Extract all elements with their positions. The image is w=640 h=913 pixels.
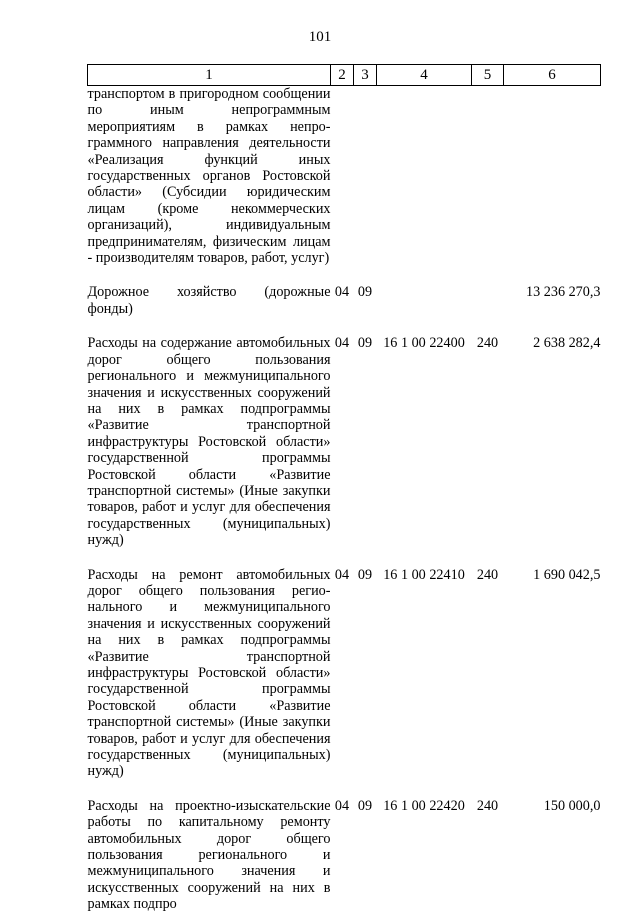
row-description: транспортом в пригородном сообщении по иным непрограммным мероприятиям в рамках непрограммного направления деятельности «Реализация функций иных государственных органов Ростовской области» (Субсидии юридическим лицам (кроме некоммерческих организаций), индивидуальным предпринимателям, физическим лицам - производителям товаров, работ, услуг) bbox=[87, 86, 331, 267]
row-expense-type: 240 bbox=[476, 335, 499, 352]
row-amount: 1 690 042,5 bbox=[533, 566, 601, 583]
table-header-row bbox=[88, 65, 601, 86]
row-description: Расходы на проектно-изыскательские работы по капитальному ремонту автомобильных дорог общего пользования регионального и межмуниципального значения и искусственных сооружений на них в рамках подпро bbox=[87, 797, 331, 913]
budget-table bbox=[87, 64, 601, 913]
row-section: 04 bbox=[334, 566, 350, 583]
header-cell-3: 3 bbox=[354, 65, 377, 86]
row-target-article bbox=[377, 284, 472, 317]
row-amount: 13 236 270,3 bbox=[526, 284, 601, 301]
row-description: Дорожное хозяйство (дорожные фонды) bbox=[87, 284, 331, 317]
table-row bbox=[88, 567, 601, 780]
row-subsection bbox=[354, 86, 377, 267]
row-expense-type bbox=[472, 284, 504, 317]
row-section: 04 bbox=[334, 797, 350, 814]
row-target-article: 16 1 00 22400 bbox=[383, 335, 465, 352]
row-amount: 2 638 282,4 bbox=[533, 335, 601, 352]
row-expense-type: 240 bbox=[476, 566, 499, 583]
table-row bbox=[88, 335, 601, 548]
header-cell-2: 2 bbox=[331, 65, 354, 86]
row-target-article: 16 1 00 22410 bbox=[383, 566, 465, 583]
row-description: Расходы на ремонт автомобильных дорог общего пользования регионального и межмуниципального значения и искусственных сооружений на них в рамках подпрограммы «Развитие транспортной инфраструктуры Ростовской области» государственной программы Ростовской области «Развитие транспортной системы» (Иные закупки товаров, работ и услуг для обеспечения государственных (муниципальных) нужд) bbox=[87, 566, 331, 780]
header-cell-5: 5 bbox=[472, 65, 504, 86]
table-row bbox=[88, 798, 601, 913]
page-number: 101 bbox=[308, 29, 332, 45]
table-row bbox=[88, 284, 601, 317]
row-section bbox=[331, 86, 354, 267]
header-cell-6: 6 bbox=[504, 65, 601, 86]
row-amount: 150 000,0 bbox=[543, 797, 601, 814]
row-section: 04 bbox=[334, 284, 350, 301]
header-cell-4: 4 bbox=[377, 65, 472, 86]
row-subsection: 09 bbox=[357, 335, 373, 352]
table-row bbox=[88, 86, 601, 267]
row-amount bbox=[504, 86, 601, 267]
row-subsection: 09 bbox=[357, 797, 373, 814]
row-expense-type: 240 bbox=[476, 797, 499, 814]
row-target-article bbox=[377, 86, 472, 267]
row-expense-type bbox=[472, 86, 504, 267]
row-section: 04 bbox=[334, 335, 350, 352]
header-cell-1: 1 bbox=[88, 65, 331, 86]
row-subsection: 09 bbox=[357, 284, 373, 301]
row-description: Расходы на содержание автомобильных дорог общего пользования регионального и межмуниципального значения и искусственных сооружений на них в рамках подпрограммы «Развитие транспортной инфраструктуры Ростовской области» государственной программы Ростовской области «Развитие транспортной системы» (Иные закупки товаров, работ и услуг для обеспечения государственных (муниципальных) нужд) bbox=[87, 335, 331, 549]
row-target-article: 16 1 00 22420 bbox=[383, 797, 465, 814]
row-subsection: 09 bbox=[357, 566, 373, 583]
